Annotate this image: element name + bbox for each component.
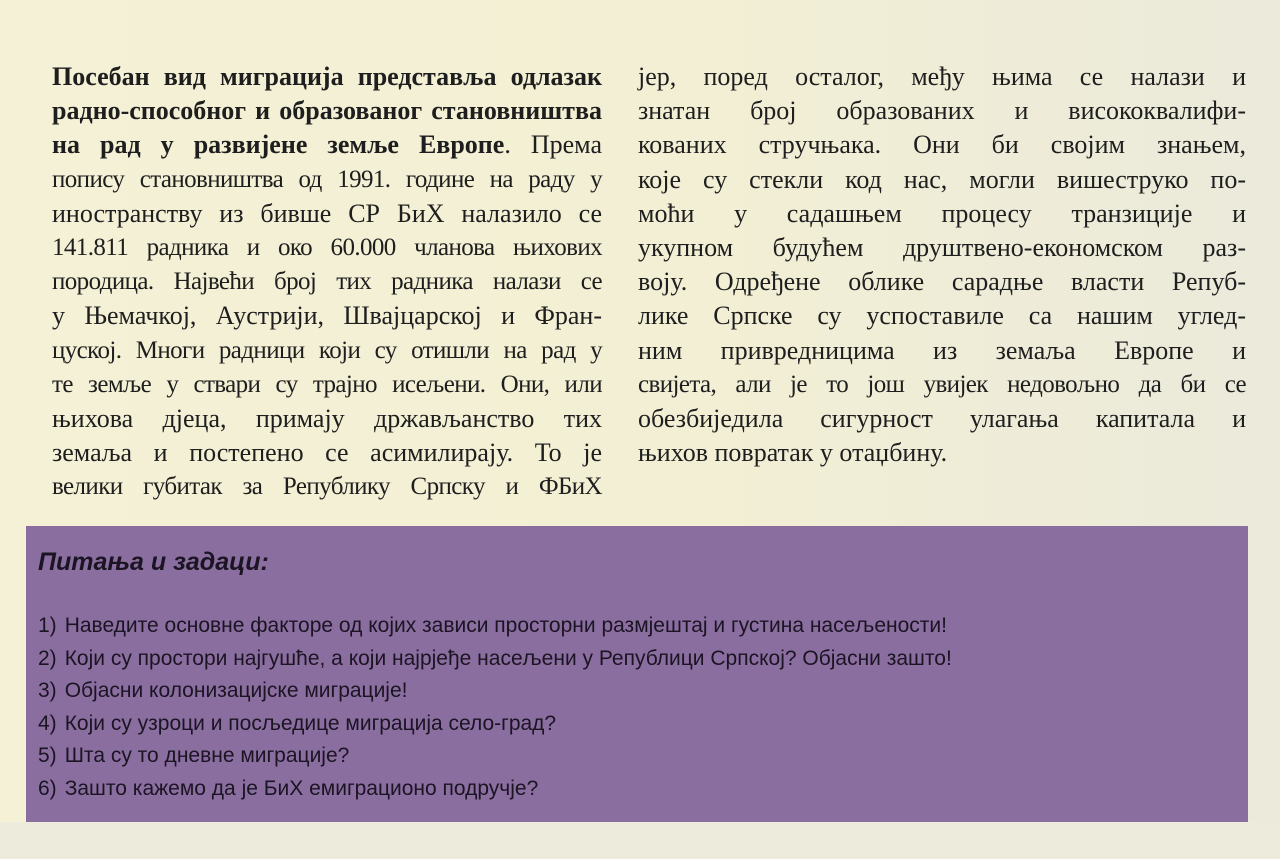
question-number: 1) [38,614,57,637]
text-line: породица. Највећи број тих радника налази се [52,268,602,296]
text-line [52,128,602,162]
questions-list [38,610,952,805]
text-line: њихова дјеца, примају држављанство тих [52,404,602,434]
question-item [38,740,952,773]
text-line: попису становништва од 1991. године на раду у [52,165,602,193]
question-number: 4) [38,711,57,735]
text-line: иностранству из бивше СР БиХ налазило се [52,198,602,228]
text-line: знатан број образованих и висококвалифи- [638,96,1246,126]
questions-title: Питања и задаци: [38,548,269,576]
text-line: кованих стручњака. Они би својим знањем, [638,130,1246,160]
question-item [38,610,952,643]
question-number: 6) [38,776,57,800]
question-number: 5) [38,744,57,767]
question-text: Који су узроци и посљедице миграција село-град? [64,711,557,735]
text-line: ним привредницима из земаља Европе и [638,335,1246,365]
text-line: у Њемачкој, Аустрији, Швајцарској и Фран- [52,301,602,331]
question-text: Шта су то дневне миграције? [64,744,350,767]
text-line: њихов повратак у отаџбину. [638,438,948,468]
right-text-column [638,60,1246,470]
left-text-column [52,60,602,505]
text-line: 141.811 радника и око 60.000 чланова њихових [52,234,602,262]
question-text: Наведите основне факторе од којих зависи просторни размјештај и густина насељености! [64,614,947,637]
question-text: Који су простори најгушће, а који најрјеђе насељени у Републици Српској? Објасни зашто! [64,646,952,670]
text-line: те земље у ствари су трајно исељени. Они, или [52,370,602,398]
text-line: цуској. Многи радници који су отишли на рад у [52,336,602,364]
bottom-strip [0,822,1280,859]
question-text: Зашто кажемо да је БиХ емиграционо подручје? [64,776,539,800]
text-line: моћи у садашњем процесу транзиције и [638,198,1246,228]
question-item [38,773,952,806]
question-item [38,643,952,676]
text-line: велики губитак за Републику Српску и ФБиХ [52,473,602,501]
question-item [38,708,952,741]
bold-phrase: на рад у развијене земље Европе [52,130,505,160]
question-text: Објасни колонизацијске миграције! [64,679,408,702]
text-line: обезбиједила сигурност улагања капитала и [638,404,1246,434]
question-number: 3) [38,679,57,702]
text-line: лике Српске су успоставиле са нашим углед- [638,301,1246,331]
questions-box [26,526,1248,822]
question-item [38,675,952,708]
text-line: које су стекли код нас, могли вишеструко по- [638,164,1246,194]
text-tail: . Према [504,130,602,160]
question-number: 2) [38,646,57,670]
text-line: земаља и постепено се асимилирају. То је [52,438,602,468]
text-line: укупном будућем друштвено-економском раз- [638,233,1246,263]
text-line: свијета, али је то још увијек недовољно да би се [638,370,1246,398]
text-line: радно-способног и образованог становништва [52,96,602,126]
text-line: јер, поред осталог, међу њима се налази и [638,62,1246,91]
text-line: Посебан вид миграција представља одлазак [52,62,602,91]
text-line: воју. Одређене облике сарадње власти Репуб- [638,267,1246,297]
